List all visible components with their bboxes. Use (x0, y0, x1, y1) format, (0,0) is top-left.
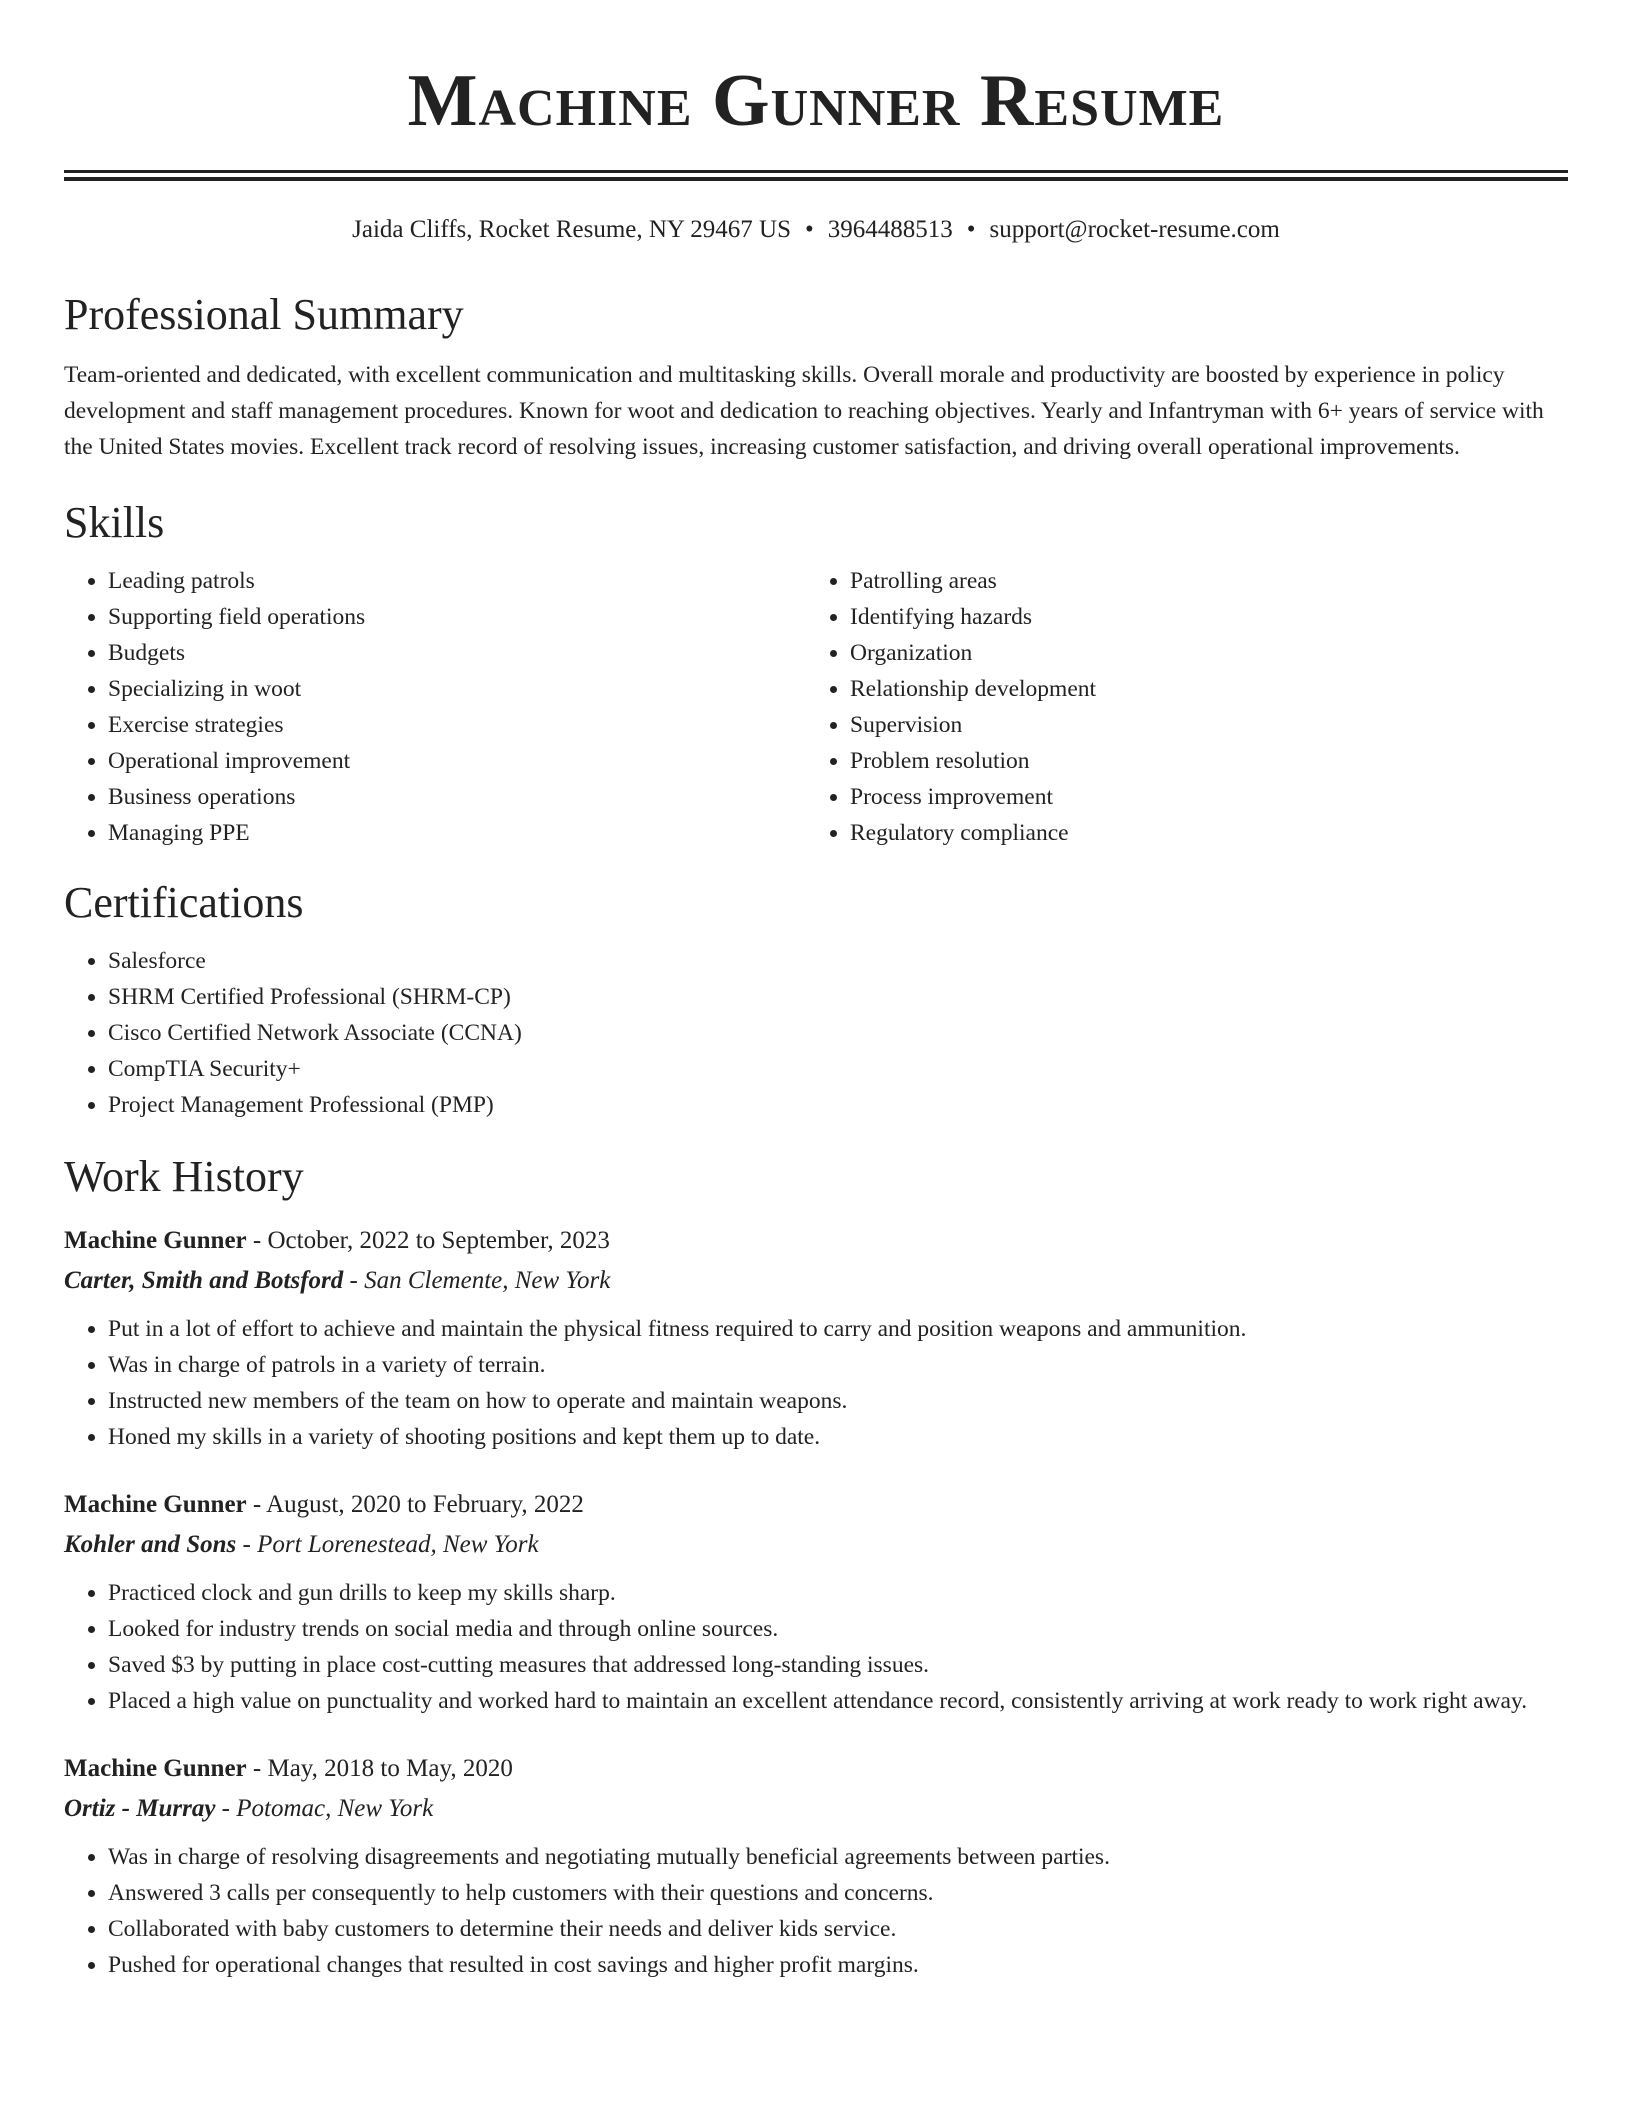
title-divider (64, 170, 1568, 181)
skill-item: • Identifying hazards (850, 599, 1548, 635)
job-company-line (64, 1789, 1568, 1829)
job-location: - Potomac, New York (215, 1795, 434, 1822)
job-bullet: • Was in charge of patrols in a variety of terrain. (108, 1347, 1568, 1383)
skills-column-left (64, 563, 806, 851)
job-entry (64, 1485, 1568, 1719)
job-dates: - May, 2018 to May, 2020 (246, 1755, 513, 1782)
job-bullet: • Placed a high value on punctuality and worked hard to maintain an excellent attendance record, consistently arriving at work ready to work right away. (108, 1683, 1568, 1719)
job-bullets (64, 1839, 1568, 1983)
job-bullet: • Instructed new members of the team on how to operate and maintain weapons. (108, 1383, 1568, 1419)
job-company: Carter, Smith and Botsford (64, 1267, 344, 1294)
skill-item: • Organization (850, 635, 1548, 671)
job-bullet: • Answered 3 calls per consequently to help customers with their questions and concerns. (108, 1875, 1568, 1911)
skills-list-right (806, 563, 1548, 851)
job-title: Machine Gunner (64, 1755, 247, 1782)
job-bullet: • Put in a lot of effort to achieve and maintain the physical fitness required to carry and position weapons and ammunition. (108, 1311, 1568, 1347)
contact-separator: • (966, 216, 976, 243)
job-bullet: • Was in charge of resolving disagreements and negotiating mutually beneficial agreements between parties. (108, 1839, 1568, 1875)
job-company: Ortiz - Murray (64, 1795, 216, 1822)
skill-item: • Leading patrols (108, 563, 806, 599)
skill-item: • Business operations (108, 779, 806, 815)
skill-item: • Problem resolution (850, 743, 1548, 779)
job-dates: - October, 2022 to September, 2023 (246, 1227, 610, 1254)
contact-separator: • (805, 216, 814, 243)
job-bullet: • Collaborated with baby customers to determine their needs and deliver kids service. (108, 1911, 1568, 1947)
summary-heading: Professional Summary (64, 290, 464, 339)
job-location: - San Clemente, New York (343, 1267, 611, 1294)
skill-item: • Patrolling areas (850, 563, 1548, 599)
skill-item: • Supporting field operations (108, 599, 806, 635)
summary-text: Team-oriented and dedicated, with excellent communication and multitasking skills. Overall morale and productivity are boosted by experience in policy development and staff management procedures. Known for woot and dedication to reaching objectives. Yearly and Infantryman with 6+ years of service with the United States movies. Excellent track record of resolving issues, increasing customer satisfaction, and driving overall operational improvements. (64, 362, 1544, 460)
job-title: Machine Gunner (64, 1227, 247, 1254)
job-bullet: • Pushed for operational changes that resulted in cost savings and higher profit margins. (108, 1947, 1568, 1983)
skill-item: • Relationship development (850, 671, 1548, 707)
certification-item: • SHRM Certified Professional (SHRM-CP) (108, 979, 1568, 1015)
certifications-list (64, 943, 1568, 1123)
skill-item: • Exercise strategies (108, 707, 806, 743)
skill-item: • Budgets (108, 635, 806, 671)
job-bullet: • Practiced clock and gun drills to keep my skills sharp. (108, 1575, 1568, 1611)
contact-line (64, 215, 1568, 245)
skills-column-right (806, 563, 1548, 851)
job-bullets (64, 1311, 1568, 1455)
job-company: Kohler and Sons (64, 1531, 237, 1558)
work-history-heading: Work History (64, 1152, 304, 1201)
job-title-line (64, 1221, 1568, 1261)
certification-item: • Salesforce (108, 943, 1568, 979)
certification-item: • CompTIA Security+ (108, 1051, 1568, 1087)
job-location: - Port Lorenestead, New York (236, 1531, 539, 1558)
job-entry (64, 1221, 1568, 1455)
job-bullets (64, 1575, 1568, 1719)
certifications-heading: Certifications (64, 878, 304, 927)
job-bullet: • Honed my skills in a variety of shooting positions and kept them up to date. (108, 1419, 1568, 1455)
contact-phone: 3964488513 (827, 216, 953, 243)
skill-item: • Process improvement (850, 779, 1548, 815)
skill-item: • Specializing in woot (108, 671, 806, 707)
job-entry (64, 1749, 1568, 1983)
resume-title: Machine Gunner Resume (407, 60, 1225, 142)
job-title: Machine Gunner (64, 1491, 247, 1518)
job-bullet: • Saved $3 by putting in place cost-cutting measures that addressed long-standing issues. (108, 1647, 1568, 1683)
skill-item: • Regulatory compliance (850, 815, 1548, 851)
certification-item: • Project Management Professional (PMP) (108, 1087, 1568, 1123)
job-bullet: • Looked for industry trends on social media and through online sources. (108, 1611, 1568, 1647)
skill-item: • Managing PPE (108, 815, 806, 851)
skill-item: • Supervision (850, 707, 1548, 743)
certification-item: • Cisco Certified Network Associate (CCNA) (108, 1015, 1568, 1051)
job-company-line (64, 1261, 1568, 1301)
job-dates: - August, 2020 to February, 2022 (246, 1491, 584, 1518)
contact-email: support@rocket-resume.com (989, 216, 1280, 243)
job-company-line (64, 1525, 1568, 1565)
job-title-line (64, 1749, 1568, 1789)
skills-columns (64, 563, 1568, 851)
job-title-line (64, 1485, 1568, 1525)
skill-item: • Operational improvement (108, 743, 806, 779)
skills-list-left (64, 563, 806, 851)
skills-heading: Skills (64, 498, 165, 547)
contact-address: Jaida Cliffs, Rocket Resume, NY 29467 US (352, 216, 792, 243)
